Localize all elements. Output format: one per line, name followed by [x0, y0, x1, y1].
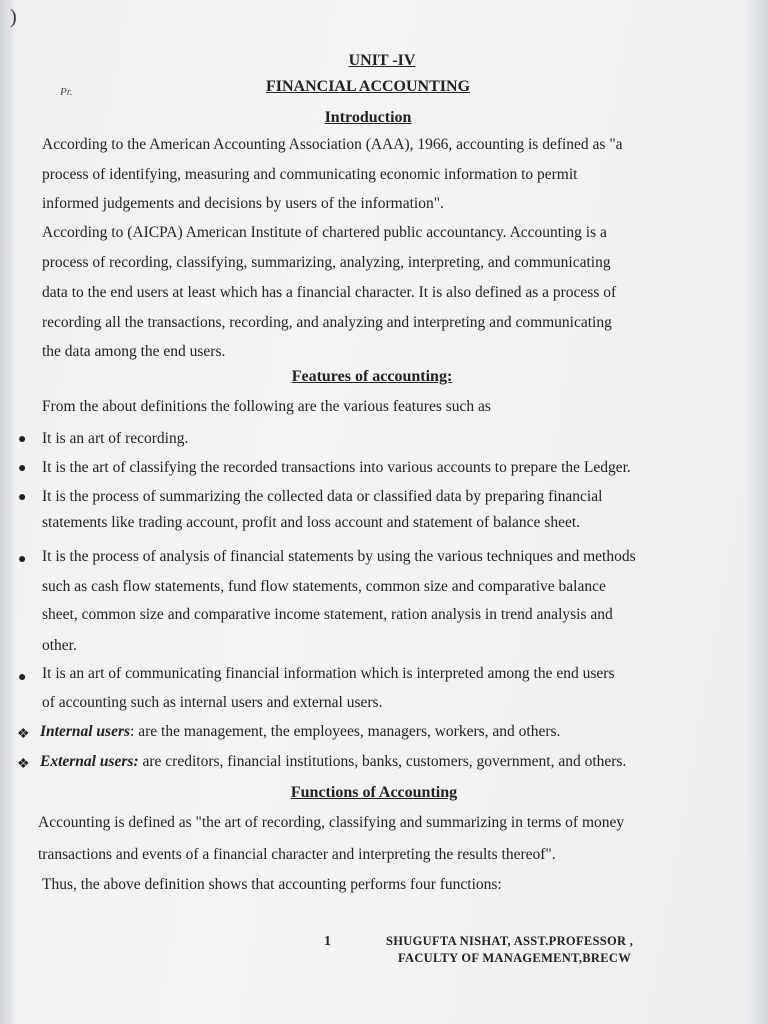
intro-line-5: process of recording, classifying, summarizing, analyzing, interpreting, and communicating [42, 254, 611, 271]
internal-users-line [40, 723, 560, 741]
page-left-edge [0, 0, 14, 1024]
feature-line-5: It is the process of analysis of financial statements by using the various techniques and methods [42, 548, 636, 565]
footer-faculty: FACULTY OF MANAGEMENT,BRECW [398, 951, 631, 965]
bullet-icon: ● [18, 552, 27, 567]
external-users-text: are creditors, financial institutions, banks, customers, government, and others. [138, 753, 627, 770]
functions-heading: Functions of Accounting [290, 784, 458, 801]
external-users-term: External users: [40, 753, 139, 770]
feature-line-2: It is the art of classifying the recorded transactions into various accounts to prepare the Ledger. [42, 459, 631, 476]
intro-line-8: the data among the end users. [42, 343, 226, 360]
feature-line-10: of accounting such as internal users and external users. [42, 694, 383, 711]
functions-line-3: Thus, the above definition shows that accounting performs four functions: [42, 876, 502, 893]
internal-users-term: Internal users [40, 723, 131, 740]
bullet-icon: ● [18, 490, 27, 505]
intro-line-3: informed judgements and decisions by users of the information". [42, 195, 444, 212]
intro-line-1: According to the American Accounting Association (AAA), 1966, accounting is defined as "a [42, 136, 623, 153]
diamond-bullet-icon: ❖ [17, 727, 30, 742]
feature-line-8: other. [42, 637, 77, 654]
margin-note: Pr. [60, 86, 73, 98]
external-users-line [40, 753, 626, 771]
page-right-edge [746, 0, 768, 1024]
features-intro: From the about definitions the following are the various features such as [42, 398, 491, 415]
corner-mark: ) [10, 6, 17, 28]
footer-author: SHUGUFTA NISHAT, ASST.PROFESSOR , [386, 934, 634, 948]
page-number: 1 [324, 934, 331, 949]
intro-line-2: process of identifying, measuring and communicating economic information to permit [42, 166, 578, 183]
functions-line-1: Accounting is defined as "the art of recording, classifying and summarizing in terms of money [38, 814, 625, 831]
feature-line-6: such as cash flow statements, fund flow statements, common size and comparative balance [42, 578, 606, 595]
intro-line-4: According to (AICPA) American Institute of chartered public accountancy. Accounting is a [42, 224, 607, 241]
bullet-icon: ● [18, 461, 27, 476]
feature-line-9: It is an art of communicating financial information which is interpreted among the end users [42, 665, 615, 682]
feature-line-7: sheet, common size and comparative income statement, ration analysis in trend analysis and [42, 606, 613, 623]
feature-line-1: It is an art of recording. [42, 430, 189, 447]
feature-line-4: statements like trading account, profit and loss account and statement of balance sheet. [42, 514, 581, 531]
internal-users-text: : are the management, the employees, managers, workers, and others. [130, 723, 561, 740]
unit-heading: UNIT -IV [348, 52, 416, 69]
document-title: FINANCIAL ACCOUNTING [265, 78, 471, 95]
functions-line-2: transactions and events of a financial character and interpreting the results thereof". [38, 846, 556, 863]
intro-line-6: data to the end users at least which has a financial character. It is also defined as a process of [42, 284, 617, 301]
intro-line-7: recording all the transactions, recording, and analyzing and interpreting and communicating [42, 314, 612, 331]
bullet-icon: ● [18, 432, 27, 447]
diamond-bullet-icon: ❖ [17, 757, 30, 772]
bullet-icon: ● [18, 670, 27, 685]
feature-line-3: It is the process of summarizing the collected data or classified data by preparing financial [42, 488, 603, 505]
features-heading: Features of accounting: [291, 368, 453, 385]
introduction-heading: Introduction [324, 109, 412, 126]
